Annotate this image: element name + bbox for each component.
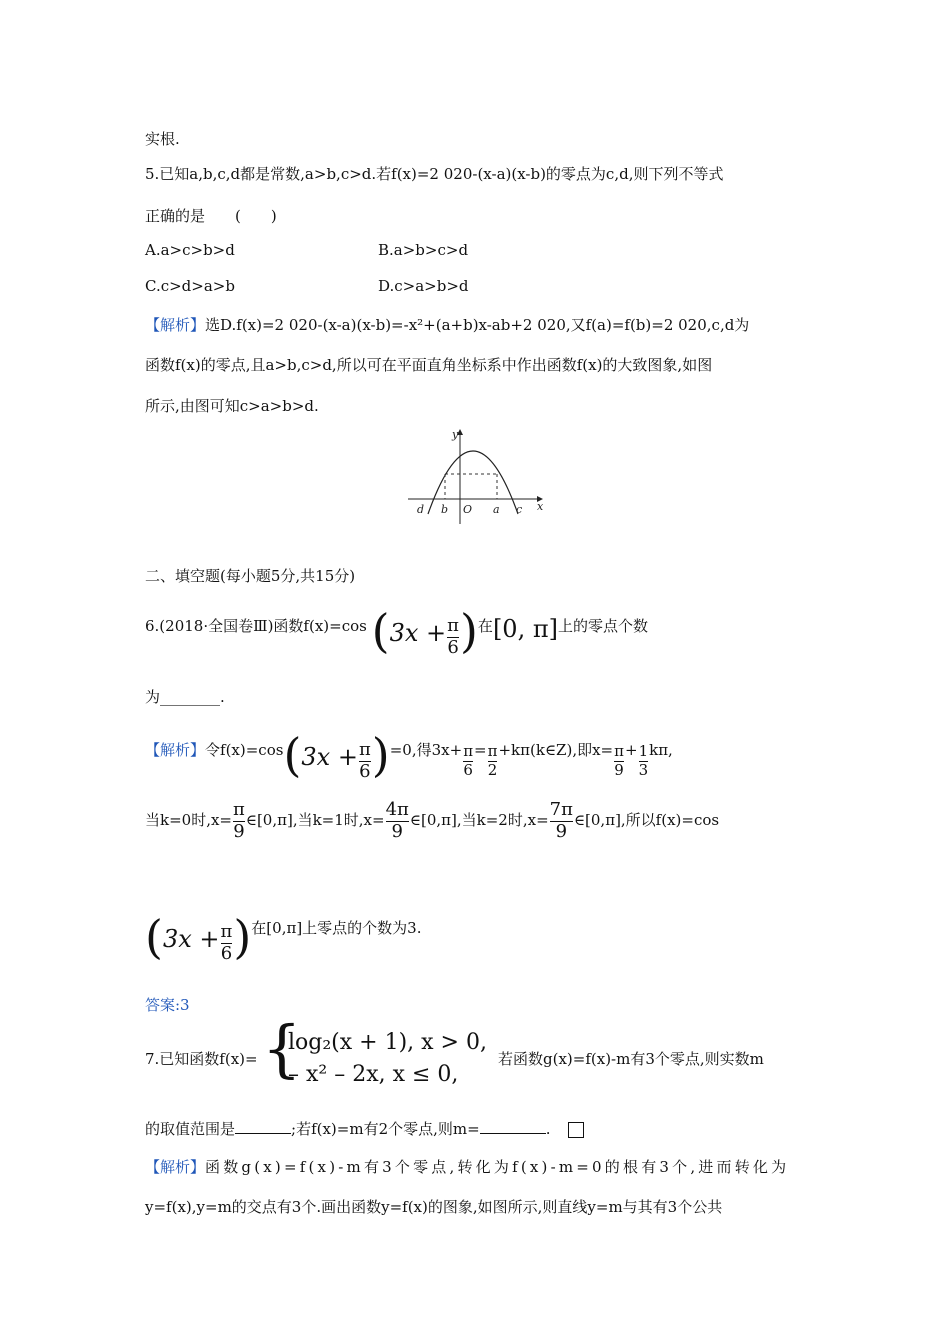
q6-interval: [0, π] — [492, 615, 558, 643]
q7-l2-c: . — [545, 1120, 551, 1138]
s6-c: = — [474, 741, 487, 759]
piecewise-case1: log₂(x + 1), x > 0, — [288, 1030, 487, 1055]
question-5-stem: 5.已知a,b,c,d都是常数,a>b,c>d.若f(x)=2 020-(x-a)(x-b)的零点为c,d,则下列不等式 — [145, 165, 724, 183]
solution-5-line2: 函数f(x)的零点,且a>b,c>d,所以可在平面直角坐标系中作出函数f(x)的大致图象,如图 — [145, 356, 713, 374]
solution-5-line1 — [145, 314, 749, 335]
solution-tag: 【解析】 — [145, 1158, 206, 1176]
paren-close: ) — [233, 910, 252, 964]
fraction-pi-6: $\frac{\pi}{6}$ — [358, 738, 371, 782]
option-c: C.c>d>a>b — [145, 277, 235, 295]
piecewise-brace: { — [262, 1012, 302, 1085]
s6-b: =0,得3x+ — [389, 741, 463, 759]
paren-open: ( — [283, 728, 302, 782]
fraction-7pi-9: $\frac{7\pi}{9}$ — [549, 799, 573, 842]
option-a: A.a>c>b>d — [145, 241, 235, 259]
fraction-4pi-9: $\frac{4\pi}{9}$ — [385, 799, 409, 842]
question-5-stem-cont: 正确的是 ( ) — [145, 207, 277, 225]
piecewise-case2: – x² – 2x, x ≤ 0, — [288, 1062, 459, 1087]
paren-close: ) — [459, 604, 478, 658]
solution-7-line1 — [145, 1156, 789, 1177]
solution-5-line3: 所示,由图可知c>a>b>d. — [145, 397, 319, 415]
label-x: x — [537, 500, 544, 513]
solution-text: 函数g(x)=f(x)-m有3个零点,转化为f(x)-m=0的根有3个,进而转化为 — [205, 1158, 790, 1176]
section-heading: 二、填空题(每小题5分,共15分) — [145, 567, 356, 585]
fraction-1-3: $\frac{1}{3}$ — [638, 742, 649, 779]
fraction-pi-6: $\frac{\pi}{6}$ — [220, 920, 233, 964]
option-d: D.c>a>b>d — [378, 277, 469, 295]
q7-l2-b: ;若f(x)=m有2个零点,则m= — [291, 1120, 480, 1138]
solution-6-line3 — [145, 904, 421, 964]
s6-l3-c: ∈[0,π],当k=2时,x= — [409, 811, 549, 830]
label-y: y — [452, 428, 459, 441]
solution-tag: 【解析】 — [145, 316, 206, 334]
s6-d: +kπ(k∈Z),即x= — [498, 741, 614, 759]
fraction-pi-9: $\frac{\pi}{9}$ — [614, 742, 624, 779]
label-b: b — [441, 503, 449, 516]
solution-tag: 【解析】 — [145, 741, 206, 759]
paren-open: ( — [145, 910, 163, 964]
s6-a: 令f(x)=cos — [205, 741, 284, 759]
option-b: B.a>b>c>d — [378, 241, 469, 259]
question-6-stem — [145, 598, 648, 662]
label-d: d — [417, 503, 425, 516]
s6-arg2: 3x + — [162, 925, 220, 953]
s6-e: + — [624, 741, 638, 759]
question-7-stem-b: 若函数g(x)=f(x)-m有3个零点,则实数m — [498, 1050, 764, 1068]
s6-l3-b: ∈[0,π],当k=1时,x= — [245, 811, 385, 830]
label-c: c — [516, 503, 523, 516]
question-7-line2 — [145, 1118, 584, 1139]
q6-arg: 3x + — [389, 619, 447, 647]
fraction-pi-6-small: $\frac{\pi}{6}$ — [463, 742, 474, 779]
question-7-stem: 7.已知函数f(x)= — [145, 1050, 258, 1068]
fraction-pi-9: $\frac{\pi}{9}$ — [233, 799, 245, 842]
q6-text-a: 6.(2018·全国卷Ⅲ)函数f(x)=cos — [145, 617, 367, 635]
paren-open: ( — [371, 604, 390, 658]
fraction-pi-2: $\frac{\pi}{2}$ — [487, 742, 498, 779]
s6-l3-d: ∈[0,π],所以f(x)=cos — [573, 811, 720, 830]
s6-arg: 3x + — [301, 743, 358, 771]
parabola-graph — [400, 422, 550, 526]
answer-6: 答案:3 — [145, 996, 190, 1014]
blank-m[interactable] — [480, 1133, 546, 1134]
text-line: 实根. — [145, 130, 180, 148]
fraction-pi-6: $\frac{\pi}{6}$ — [447, 614, 459, 658]
label-origin: O — [463, 503, 473, 516]
s6-f: kπ, — [649, 741, 673, 759]
q6-mid: 在 — [477, 617, 493, 635]
checkbox[interactable] — [568, 1122, 584, 1138]
s6-l3-a: 当k=0时,x= — [145, 811, 232, 830]
solution-text: 选D.f(x)=2 020-(x-a)(x-b)=-x²+(a+b)x-ab+2 020,又f(a)=f(b)=2 020,c,d为 — [205, 316, 750, 334]
solution-6-line2 — [145, 800, 719, 856]
solution-6-line1 — [145, 722, 673, 782]
q6-text-b: 上的零点个数 — [557, 617, 648, 635]
s6-l4: 在[0,π]上零点的个数为3. — [251, 919, 422, 937]
label-a: a — [493, 503, 500, 516]
q7-l2-a: 的取值范围是 — [145, 1120, 236, 1138]
question-6-blank: 为________. — [145, 688, 225, 706]
blank-range[interactable] — [235, 1133, 291, 1134]
solution-7-line2: y=f(x),y=m的交点有3个.画出函数y=f(x)的图象,如图所示,则直线y=m与其有3个公共 — [145, 1198, 723, 1216]
paren-close: ) — [371, 728, 390, 782]
